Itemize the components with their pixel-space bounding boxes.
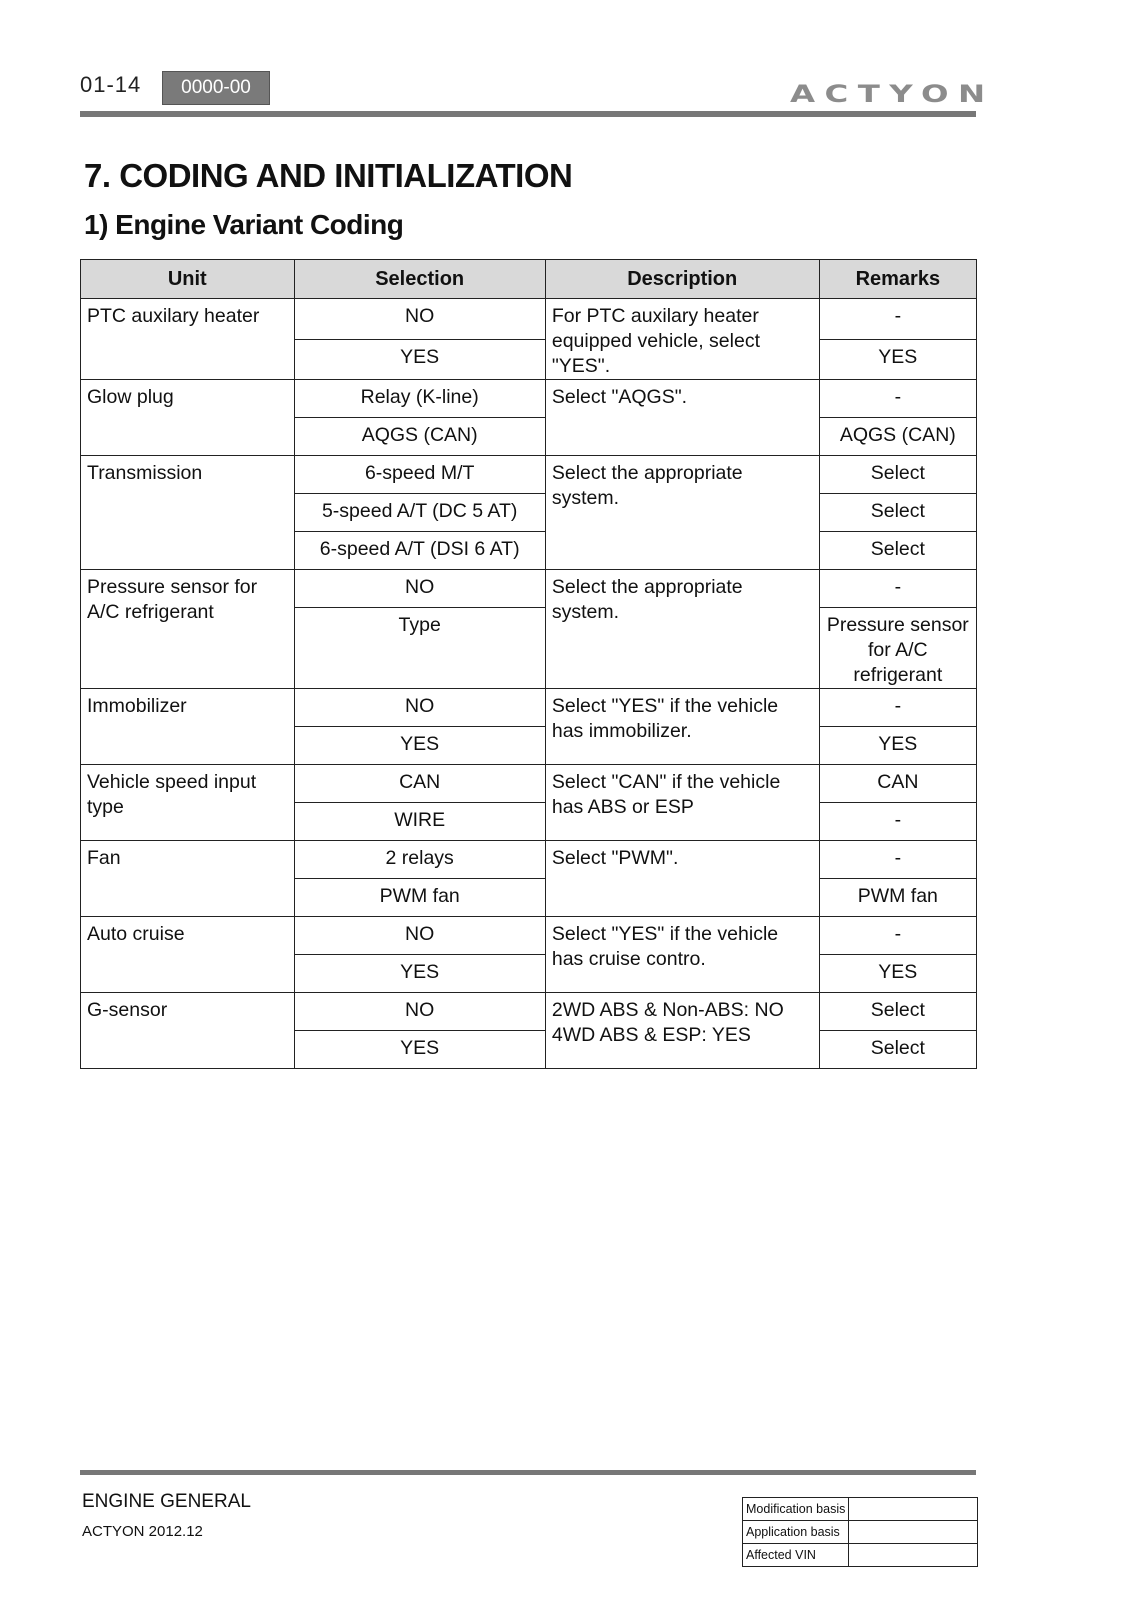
remarks-cell: Select (819, 456, 976, 494)
selection-cell: NO (294, 299, 545, 340)
remarks-cell: Select (819, 993, 976, 1031)
remarks-cell: AQGS (CAN) (819, 418, 976, 456)
unit-cell: Vehicle speed input type (81, 765, 295, 841)
table-row (81, 456, 977, 494)
footer-model-date: ACTYON 2012.12 (82, 1523, 203, 1540)
unit-cell: PTC auxilary heater (81, 299, 295, 380)
selection-cell: NO (294, 689, 545, 727)
selection-cell: YES (294, 1031, 545, 1069)
table-row (81, 689, 977, 727)
unit-cell: Fan (81, 841, 295, 917)
unit-cell: Auto cruise (81, 917, 295, 993)
column-header-description: Description (545, 260, 819, 299)
remarks-cell: - (819, 570, 976, 608)
table-header-row (81, 260, 977, 299)
description-cell: For PTC auxilary heater equipped vehicle, select "YES". (545, 299, 819, 380)
engine-variant-coding-table (80, 259, 977, 1069)
column-header-unit: Unit (81, 260, 295, 299)
table-row (81, 299, 977, 340)
selection-cell: CAN (294, 765, 545, 803)
description-cell: Select "YES" if the vehicle has immobilizer. (545, 689, 819, 765)
selection-cell: 6-speed A/T (DSI 6 AT) (294, 532, 545, 570)
modification-basis-label: Modification basis (743, 1498, 849, 1521)
selection-cell: NO (294, 917, 545, 955)
remarks-cell: CAN (819, 765, 976, 803)
remarks-cell: Select (819, 494, 976, 532)
selection-cell: 2 relays (294, 841, 545, 879)
table-row (81, 841, 977, 879)
table-row (81, 917, 977, 955)
selection-cell: Type (294, 608, 545, 689)
remarks-cell: Pressure sensor for A/C refrigerant (819, 608, 976, 689)
remarks-cell: - (819, 803, 976, 841)
section-code-badge: 0000-00 (162, 71, 270, 105)
unit-cell: Immobilizer (81, 689, 295, 765)
selection-cell: YES (294, 727, 545, 765)
remarks-cell: - (819, 689, 976, 727)
description-cell: Select "CAN" if the vehicle has ABS or ESP (545, 765, 819, 841)
affected-vin-label: Affected VIN (743, 1544, 849, 1567)
page-number: 01-14 (80, 72, 142, 97)
remarks-cell: YES (819, 339, 976, 380)
selection-cell: 6-speed M/T (294, 456, 545, 494)
table-row (743, 1544, 978, 1567)
table-row (81, 570, 977, 608)
selection-cell: WIRE (294, 803, 545, 841)
selection-cell: Relay (K-line) (294, 380, 545, 418)
remarks-cell: Select (819, 1031, 976, 1069)
remarks-cell: YES (819, 955, 976, 993)
selection-cell: NO (294, 993, 545, 1031)
actyon-logo: ACTYON (790, 80, 995, 108)
remarks-cell: YES (819, 727, 976, 765)
unit-cell: Glow plug (81, 380, 295, 456)
column-header-remarks: Remarks (819, 260, 976, 299)
description-cell: Select the appropriate system. (545, 456, 819, 570)
unit-cell: Pressure sensor for A/C refrigerant (81, 570, 295, 689)
page-title: 7. CODING AND INITIALIZATION (84, 157, 573, 194)
unit-cell: G-sensor (81, 993, 295, 1069)
remarks-cell: Select (819, 532, 976, 570)
application-basis-label: Application basis (743, 1521, 849, 1544)
header-divider (80, 111, 976, 117)
description-cell: Select the appropriate system. (545, 570, 819, 689)
table-row (81, 380, 977, 418)
column-header-selection: Selection (294, 260, 545, 299)
selection-cell: PWM fan (294, 879, 545, 917)
unit-cell: Transmission (81, 456, 295, 570)
section-subtitle: 1) Engine Variant Coding (84, 209, 404, 240)
selection-cell: YES (294, 955, 545, 993)
remarks-cell: - (819, 380, 976, 418)
footer-section-title: ENGINE GENERAL (82, 1491, 251, 1512)
description-cell: Select "YES" if the vehicle has cruise contro. (545, 917, 819, 993)
remarks-cell: PWM fan (819, 879, 976, 917)
selection-cell: AQGS (CAN) (294, 418, 545, 456)
table-row (81, 765, 977, 803)
application-basis-value (849, 1521, 978, 1544)
selection-cell: NO (294, 570, 545, 608)
footer-divider (80, 1470, 976, 1475)
modification-table (742, 1497, 978, 1567)
table-row (81, 993, 977, 1031)
table-row (743, 1498, 978, 1521)
description-cell: Select "AQGS". (545, 380, 819, 456)
affected-vin-value (849, 1544, 978, 1567)
description-cell: 2WD ABS & Non-ABS: NO 4WD ABS & ESP: YES (545, 993, 819, 1069)
remarks-cell: - (819, 917, 976, 955)
selection-cell: YES (294, 339, 545, 380)
selection-cell: 5-speed A/T (DC 5 AT) (294, 494, 545, 532)
description-cell: Select "PWM". (545, 841, 819, 917)
modification-basis-value (849, 1498, 978, 1521)
remarks-cell: - (819, 299, 976, 340)
remarks-cell: - (819, 841, 976, 879)
table-row (743, 1521, 978, 1544)
